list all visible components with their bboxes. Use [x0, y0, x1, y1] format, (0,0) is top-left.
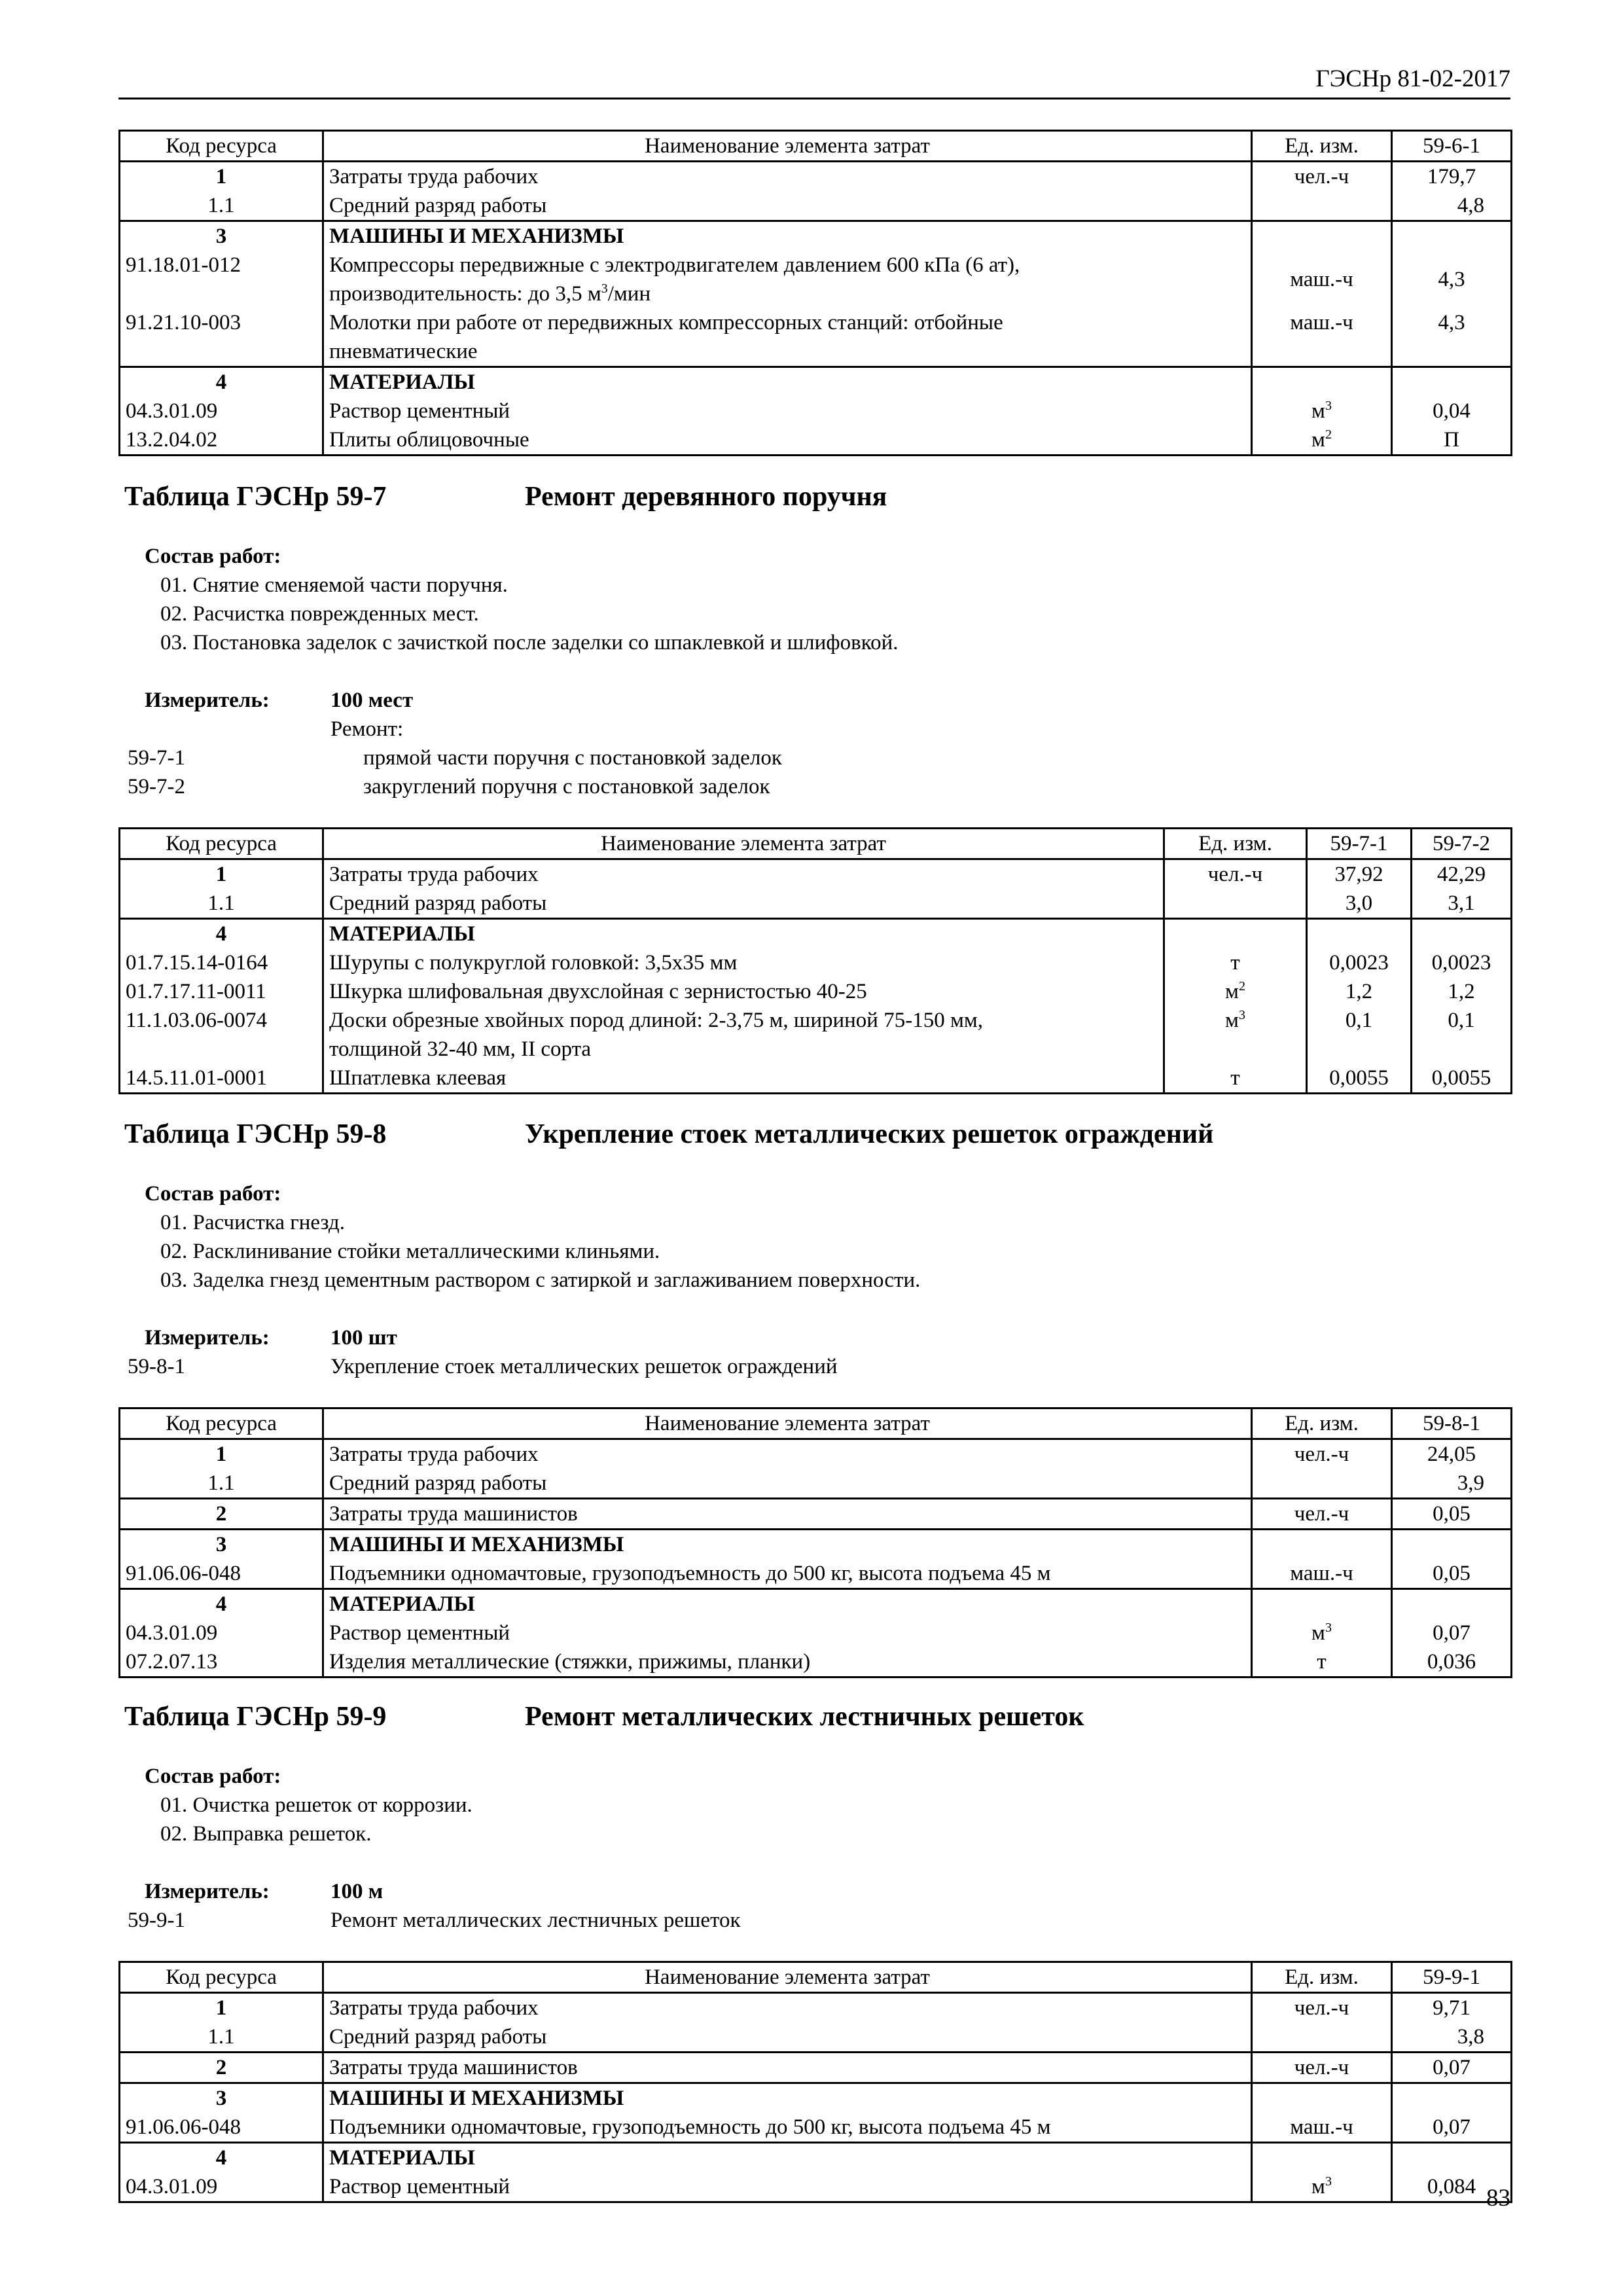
work-step: 01. Снятие сменяемой части поручня. [160, 573, 508, 597]
group-code: 3 [120, 221, 323, 251]
resource-code: 91.18.01-012 [126, 253, 241, 277]
table-row [120, 1064, 1512, 1094]
resource-unit: т [1164, 1064, 1307, 1094]
measure-label: Измеритель: [145, 1880, 270, 1903]
resource-unit [1252, 221, 1392, 251]
resource-value: 1,2 [1307, 977, 1412, 1006]
table-row [120, 889, 1512, 919]
table-59-6 [118, 130, 1512, 456]
resource-name [323, 308, 1252, 367]
header-rule [118, 98, 1510, 99]
resource-name: Изделия металлические (стяжки, прижимы, планки) [323, 1647, 1252, 1677]
resource-value: 4,8 [1392, 191, 1512, 221]
resource-value: 0,07 [1392, 2113, 1512, 2143]
resource-code: 2 [120, 2053, 323, 2083]
table-header-row [120, 1962, 1512, 1993]
resource-name [323, 251, 1252, 308]
work-step: 02. Расчистка поврежденных мест. [160, 602, 479, 626]
unit-base: м [1311, 2175, 1325, 2198]
group-row [120, 919, 1512, 949]
section-title-59-7 [124, 483, 887, 511]
group-name: МАШИНЫ И МЕХАНИЗМЫ [323, 2083, 1252, 2113]
unit-base: м [1225, 1009, 1239, 1032]
resource-name: Подъемники одномачтовые, грузоподъемность до 500 кг, высота подъема 45 м [323, 1559, 1252, 1589]
resource-unit [1252, 2172, 1392, 2202]
resource-name: Раствор цементный [323, 397, 1252, 425]
table-header-row [120, 131, 1512, 162]
resource-code: 01.7.17.11-0011 [126, 980, 266, 1003]
resource-code: 01.7.15.14-0164 [126, 951, 268, 975]
table-row [120, 2172, 1512, 2202]
table-59-8 [118, 1407, 1512, 1678]
resource-name-line2-end: /мин [607, 282, 651, 306]
resource-value: 4,3 [1392, 251, 1512, 308]
resource-value: 0,04 [1392, 397, 1512, 425]
resource-name: Затраты труда машинистов [323, 2053, 1252, 2083]
resource-code: 1 [215, 1443, 227, 1466]
section-title-59-9 [124, 1703, 1084, 1731]
resource-unit [1252, 397, 1392, 425]
table-row [120, 191, 1512, 221]
work-composition-label: Состав работ: [145, 1182, 281, 1206]
table-59-9 [118, 1961, 1512, 2203]
resource-code: 1.1 [207, 2025, 235, 2049]
resource-unit: чел.-ч [1252, 1499, 1392, 1530]
resource-value: 42,29 [1412, 859, 1512, 889]
resource-code: 1.1 [207, 194, 235, 217]
resource-name-line2: толщиной 32-40 мм, II сорта [329, 1037, 592, 1061]
resource-value: 9,71 [1392, 1993, 1512, 2023]
unit-exponent: 2 [1238, 979, 1245, 994]
resource-value: П [1392, 425, 1512, 456]
unit-exponent: 3 [1238, 1008, 1245, 1022]
resource-code: 04.3.01.09 [126, 399, 218, 423]
resource-value: 179,7 [1392, 162, 1512, 192]
resource-value: 37,92 [1307, 859, 1412, 889]
resource-value: 4,3 [1392, 308, 1512, 367]
table-row [120, 1499, 1512, 1530]
resource-name: Плиты облицовочные [323, 425, 1252, 456]
resource-unit: маш.-ч [1252, 1559, 1392, 1589]
measure-unit: 100 м [330, 1880, 383, 1903]
measure-subheading: Ремонт: [330, 717, 404, 741]
group-code: 4 [120, 1589, 323, 1619]
resource-value [1392, 221, 1512, 251]
unit-exponent: 3 [1325, 399, 1332, 413]
group-code: 4 [120, 2143, 323, 2173]
work-composition-label: Состав работ: [145, 1765, 281, 1788]
group-code: 4 [120, 367, 323, 397]
resource-code: 04.3.01.09 [126, 2175, 218, 2198]
group-name: МАШИНЫ И МЕХАНИЗМЫ [323, 221, 1252, 251]
table-row [120, 948, 1512, 977]
unit-exponent: 3 [1325, 2174, 1332, 2189]
page-number: 83 [1486, 2185, 1510, 2212]
resource-unit: чел.-ч [1252, 1439, 1392, 1469]
group-name: МАТЕРИАЛЫ [323, 919, 1164, 949]
unit-base: м [1311, 399, 1325, 423]
norm-description: Ремонт металлических лестничных решеток [330, 1909, 741, 1932]
resource-name: Затраты труда рабочих [323, 1993, 1252, 2023]
resource-name: Подъемники одномачтовые, грузоподъемность до 500 кг, высота подъема 45 м [323, 2113, 1252, 2143]
resource-value: 24,05 [1392, 1439, 1512, 1469]
resource-value: 0,07 [1392, 2053, 1512, 2083]
resource-unit: чел.-ч [1164, 859, 1307, 889]
table-title: Ремонт металлических лестничных решеток [525, 1702, 1084, 1732]
group-row [120, 221, 1512, 251]
resource-name [323, 1006, 1164, 1064]
norm-code: 59-7-2 [128, 775, 185, 798]
measure-label: Измеритель: [145, 689, 270, 712]
resource-name: Шурупы с полукруглой головкой: 3,5х35 мм [323, 948, 1164, 977]
work-step: 02. Расклинивание стойки металлическими клиньями. [160, 1240, 660, 1263]
norm-code: 59-7-1 [128, 746, 185, 770]
resource-name: Затраты труда рабочих [323, 162, 1252, 192]
resource-unit [1164, 1006, 1307, 1064]
resource-value [1392, 1530, 1512, 1560]
header-code: Код ресурса [120, 1962, 323, 1993]
resource-name: Средний разряд работы [323, 2022, 1252, 2053]
unit-base: м [1225, 980, 1239, 1003]
resource-value [1307, 919, 1412, 949]
resource-name-line1: Компрессоры передвижные с электродвигателем давлением 600 кПа (6 ат), [329, 253, 1020, 277]
resource-code: 07.2.07.13 [126, 1650, 218, 1674]
header-unit: Ед. изм. [1252, 1962, 1392, 1993]
resource-value: 0,1 [1307, 1006, 1412, 1064]
header-name: Наименование элемента затрат [323, 829, 1164, 859]
resource-name: Затраты труда машинистов [323, 1499, 1252, 1530]
resource-unit [1252, 2143, 1392, 2173]
group-row [120, 1589, 1512, 1619]
work-step: 03. Заделка гнезд цементным раствором с затиркой и заглаживанием поверхности. [160, 1268, 921, 1292]
work-step: 01. Очистка решеток от коррозии. [160, 1793, 473, 1817]
header-name: Наименование элемента затрат [323, 131, 1252, 162]
resource-name: Средний разряд работы [323, 1469, 1252, 1499]
group-name: МАТЕРИАЛЫ [323, 367, 1252, 397]
table-row [120, 2113, 1512, 2143]
resource-name-line2: пневматические [329, 340, 478, 363]
group-code: 3 [120, 2083, 323, 2113]
measure-unit: 100 шт [330, 1326, 397, 1350]
resource-name: Раствор цементный [323, 2172, 1252, 2202]
resource-name: Средний разряд работы [323, 191, 1252, 221]
group-name: МАТЕРИАЛЫ [323, 2143, 1252, 2173]
table-row [120, 1559, 1512, 1589]
resource-unit: маш.-ч [1252, 251, 1392, 308]
table-row [120, 1469, 1512, 1499]
table-number: Таблица ГЭСНр 59-9 [124, 1702, 387, 1732]
document-code: ГЭСНр 81-02-2017 [1315, 65, 1510, 92]
unit-exponent: 2 [1325, 427, 1332, 442]
header-norm-code: 59-7-1 [1307, 829, 1412, 859]
resource-value: 0,05 [1392, 1559, 1512, 1589]
group-name: МАТЕРИАЛЫ [323, 1589, 1252, 1619]
table-row [120, 2053, 1512, 2083]
resource-unit [1252, 1530, 1392, 1560]
resource-code: 91.21.10-003 [126, 311, 241, 334]
norm-description: прямой части поручня с постановкой заделок [363, 746, 782, 770]
resource-unit [1252, 1589, 1392, 1619]
resource-value [1392, 2083, 1512, 2113]
resource-name-line1: Молотки при работе от передвижных компрессорных станций: отбойные [329, 311, 1003, 334]
resource-unit: т [1252, 1647, 1392, 1677]
header-code: Код ресурса [120, 1408, 323, 1439]
table-title: Укрепление стоек металлических решеток ограждений [525, 1119, 1214, 1149]
table-number: Таблица ГЭСНр 59-8 [124, 1119, 387, 1149]
resource-unit [1252, 425, 1392, 456]
table-header-row [120, 1408, 1512, 1439]
work-step: 02. Выправка решеток. [160, 1822, 372, 1846]
section-title-59-8 [124, 1121, 1213, 1148]
resource-value: 1,2 [1412, 977, 1512, 1006]
group-row [120, 2083, 1512, 2113]
header-unit: Ед. изм. [1252, 131, 1392, 162]
table-row [120, 308, 1512, 367]
resource-value: 3,9 [1392, 1469, 1512, 1499]
table-row [120, 1647, 1512, 1677]
resource-code: 1 [215, 165, 227, 188]
resource-value [1392, 1589, 1512, 1619]
work-step: 03. Постановка заделок с зачисткой после заделки со шпаклевкой и шлифовкой. [160, 631, 899, 655]
resource-name-line1: Доски обрезные хвойных пород длиной: 2-3,75 м, шириной 75-150 мм, [329, 1009, 983, 1032]
resource-unit [1252, 1469, 1392, 1499]
resource-code: 14.5.11.01-0001 [126, 1066, 268, 1090]
resource-unit: маш.-ч [1252, 308, 1392, 367]
resource-unit: т [1164, 948, 1307, 977]
resource-value: 0,084 [1392, 2172, 1512, 2202]
resource-value [1392, 367, 1512, 397]
resource-unit [1164, 919, 1307, 949]
resource-value: 0,0055 [1412, 1064, 1512, 1094]
measure-unit: 100 мест [330, 689, 414, 712]
resource-unit [1164, 977, 1307, 1006]
resource-name: Шкурка шлифовальная двухслойная с зернистостью 40-25 [323, 977, 1164, 1006]
norm-description: закруглений поручня с постановкой заделок [363, 775, 770, 798]
resource-unit: чел.-ч [1252, 2053, 1392, 2083]
resource-name: Средний разряд работы [323, 889, 1164, 919]
resource-value: 0,07 [1392, 1619, 1512, 1647]
resource-code: 2 [120, 1499, 323, 1530]
resource-value [1392, 2143, 1512, 2173]
resource-value: 0,0023 [1307, 948, 1412, 977]
resource-value: 0,0055 [1307, 1064, 1412, 1094]
header-name: Наименование элемента затрат [323, 1962, 1252, 1993]
resource-name: Шпатлевка клеевая [323, 1064, 1164, 1094]
header-unit: Ед. изм. [1164, 829, 1307, 859]
header-code: Код ресурса [120, 829, 323, 859]
header-unit: Ед. изм. [1252, 1408, 1392, 1439]
resource-name: Затраты труда рабочих [323, 859, 1164, 889]
resource-code: 1.1 [207, 891, 235, 915]
unit-base: м [1311, 1621, 1325, 1645]
norm-description: Укрепление стоек металлических решеток ограждений [330, 1355, 838, 1378]
table-59-7 [118, 827, 1512, 1094]
header-norm-code: 59-9-1 [1392, 1962, 1512, 1993]
table-row [120, 425, 1512, 456]
resource-value: 3,8 [1392, 2022, 1512, 2053]
resource-code: 13.2.04.02 [126, 428, 218, 452]
resource-code: 1 [215, 1996, 227, 2020]
measure-label: Измеритель: [145, 1326, 270, 1350]
resource-unit [1252, 2083, 1392, 2113]
group-code: 4 [120, 919, 323, 949]
unit-exponent: 3 [601, 281, 608, 296]
resource-unit: чел.-ч [1252, 162, 1392, 192]
table-row [120, 2022, 1512, 2053]
resource-value [1412, 919, 1512, 949]
resource-unit [1164, 889, 1307, 919]
resource-name: Раствор цементный [323, 1619, 1252, 1647]
table-row [120, 162, 1512, 192]
work-step: 01. Расчистка гнезд. [160, 1211, 345, 1234]
unit-base: м [1311, 428, 1325, 452]
resource-unit: маш.-ч [1252, 2113, 1392, 2143]
resource-code: 04.3.01.09 [126, 1621, 218, 1645]
resource-code: 91.06.06-048 [126, 2115, 241, 2139]
group-row [120, 367, 1512, 397]
resource-code: 1.1 [207, 1471, 235, 1495]
table-row [120, 859, 1512, 889]
header-norm-code: 59-6-1 [1392, 131, 1512, 162]
resource-code: 1 [215, 863, 227, 886]
resource-unit [1252, 367, 1392, 397]
table-number: Таблица ГЭСНр 59-7 [124, 482, 387, 512]
table-row [120, 251, 1512, 308]
resource-value: 0,1 [1412, 1006, 1512, 1064]
resource-name: Затраты труда рабочих [323, 1439, 1252, 1469]
resource-value: 0,036 [1392, 1647, 1512, 1677]
group-row [120, 2143, 1512, 2173]
table-title: Ремонт деревянного поручня [525, 482, 887, 512]
table-row [120, 1993, 1512, 2023]
table-row [120, 1006, 1512, 1064]
norm-code: 59-8-1 [128, 1355, 185, 1378]
resource-unit [1252, 2022, 1392, 2053]
resource-unit [1252, 1619, 1392, 1647]
resource-name-line2: производительность: до 3,5 м [329, 282, 601, 306]
resource-code: 11.1.03.06-0074 [126, 1009, 268, 1032]
group-row [120, 1530, 1512, 1560]
unit-exponent: 3 [1325, 1621, 1332, 1635]
work-composition-label: Состав работ: [145, 545, 281, 568]
header-norm-code: 59-8-1 [1392, 1408, 1512, 1439]
resource-value: 3,1 [1412, 889, 1512, 919]
header-norm-code: 59-7-2 [1412, 829, 1512, 859]
table-row [120, 1439, 1512, 1469]
norm-code: 59-9-1 [128, 1909, 185, 1932]
table-header-row [120, 829, 1512, 859]
group-code: 3 [120, 1530, 323, 1560]
table-row [120, 1619, 1512, 1647]
header-code: Код ресурса [120, 131, 323, 162]
resource-code: 91.06.06-048 [126, 1562, 241, 1585]
resource-value: 0,0023 [1412, 948, 1512, 977]
resource-unit [1252, 191, 1392, 221]
group-name: МАШИНЫ И МЕХАНИЗМЫ [323, 1530, 1252, 1560]
resource-unit: чел.-ч [1252, 1993, 1392, 2023]
table-row [120, 397, 1512, 425]
header-name: Наименование элемента затрат [323, 1408, 1252, 1439]
resource-value: 3,0 [1307, 889, 1412, 919]
table-row [120, 977, 1512, 1006]
resource-value: 0,05 [1392, 1499, 1512, 1530]
